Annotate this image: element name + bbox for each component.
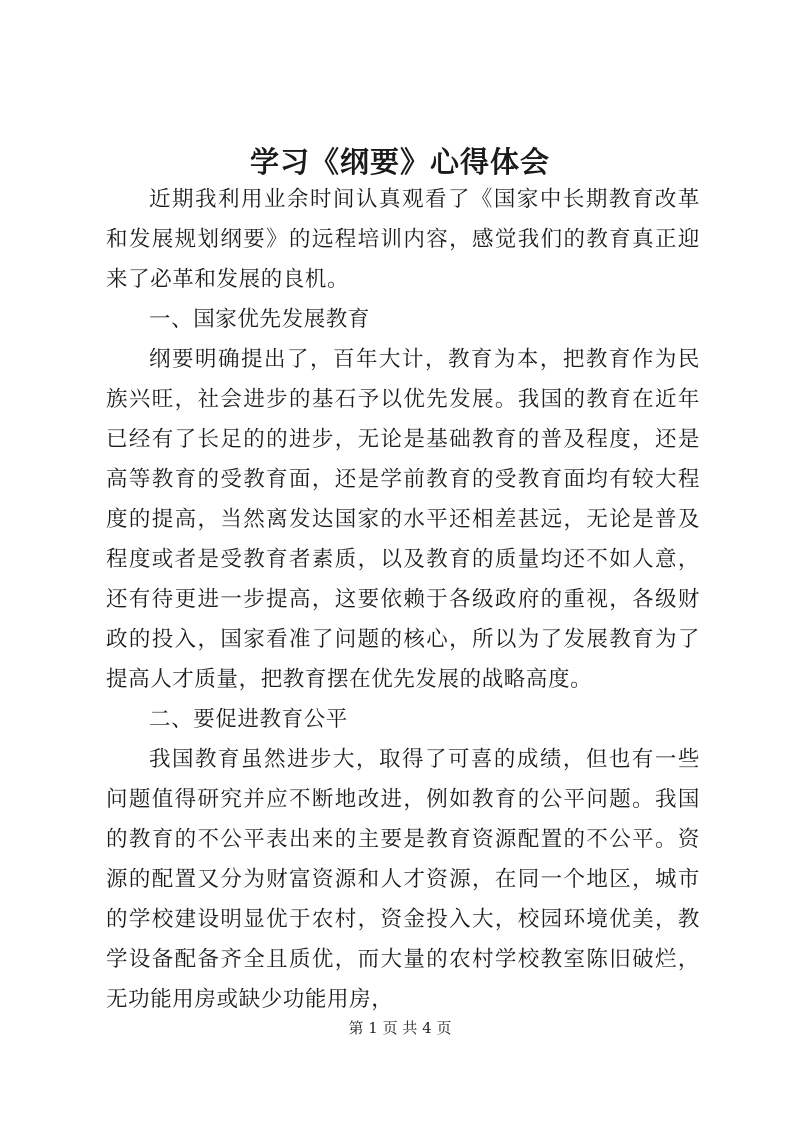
paragraph-intro: 近期我利用业余时间认真观看了《国家中长期教育改革和发展规划纲要》的远程培训内容，感觉我们的教育真正迎来了必革和发展的良机。 bbox=[106, 187, 700, 292]
document-title: 学习《纲要》心得体会 bbox=[249, 145, 550, 179]
paragraph-section-2: 我国教育虽然进步大，取得了可喜的成绩，但也有一些问题值得研究并应不断地改进，例如教育的公平问题。我国的教育的不公平表出来的主要是教育资源配置的不公平。资源的配置又分为财富资源和人才资源，在同一个地区，城市的学校建设明显优于农村，资金投入大，校园环境优美，教学设备配备齐全且质优，而大量的农村学校教室陈旧破烂，无功能用房或缺少功能用房， bbox=[106, 747, 700, 1012]
section-heading-1: 一、国家优先发展教育 bbox=[149, 307, 371, 332]
section-heading-2: 二、要促进教育公平 bbox=[149, 707, 348, 732]
document-body bbox=[106, 180, 700, 1020]
page-footer: 第 1 页 共 4 页 bbox=[348, 1019, 452, 1037]
paragraph-section-1: 纲要明确提出了，百年大计，教育为本，把教育作为民族兴旺，社会进步的基石予以优先发展。我国的教育在近年已经有了长足的的进步，无论是基础教育的普及程度，还是高等教育的受教育面，还是学前教育的受教育面均有较大程度的提高，当然离发达国家的水平还相差甚远，无论是普及程度或者是受教育者素质，以及教育的质量均还不如人意，还有待更进一步提高，这要依赖于各级政府的重视，各级财政的投入，国家看准了问题的核心，所以为了发展教育为了提高人才质量，把教育摆在优先发展的战略高度。 bbox=[106, 347, 700, 692]
